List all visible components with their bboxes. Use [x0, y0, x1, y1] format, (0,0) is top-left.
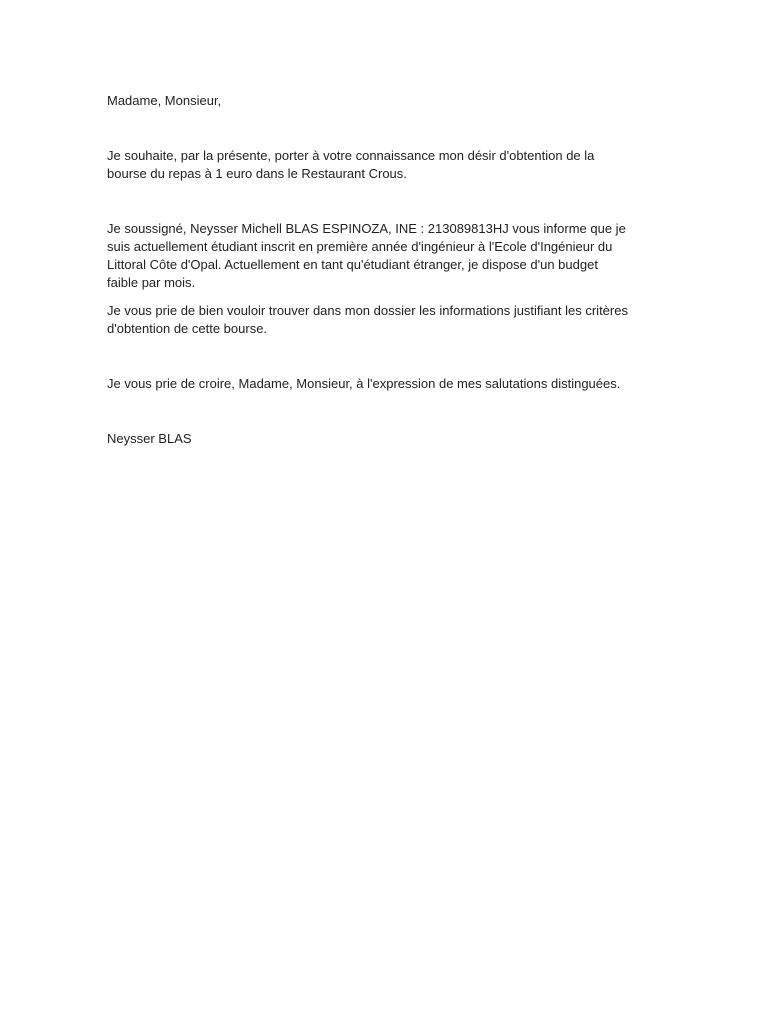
- letter-signature: Neysser BLAS: [107, 431, 192, 446]
- paragraph-2-line-1: Je soussigné, Neysser Michell BLAS ESPINOZA, INE : 213089813HJ vous informe que je: [107, 221, 626, 236]
- letter-closing: Je vous prie de croire, Madame, Monsieur, à l'expression de mes salutations distinguées.: [107, 376, 621, 391]
- letter-salutation: Madame, Monsieur,: [107, 93, 222, 108]
- paragraph-3-line-1: Je vous prie de bien vouloir trouver dans mon dossier les informations justifiant les critères: [107, 303, 628, 318]
- paragraph-2-line-3: Littoral Côte d'Opal. Actuellement en tant qu'étudiant étranger, je dispose d'un budget: [107, 257, 598, 272]
- paragraph-3-line-2: d'obtention de cette bourse.: [107, 321, 268, 336]
- paragraph-2-line-2: suis actuellement étudiant inscrit en première année d'ingénieur à l'Ecole d'Ingénieur du: [107, 239, 613, 254]
- paragraph-1-line-1: Je souhaite, par la présente, porter à votre connaissance mon désir d'obtention de la: [107, 148, 595, 163]
- paragraph-2-line-4: faible par mois.: [107, 275, 196, 290]
- paragraph-1-line-2: bourse du repas à 1 euro dans le Restaurant Crous.: [107, 166, 407, 181]
